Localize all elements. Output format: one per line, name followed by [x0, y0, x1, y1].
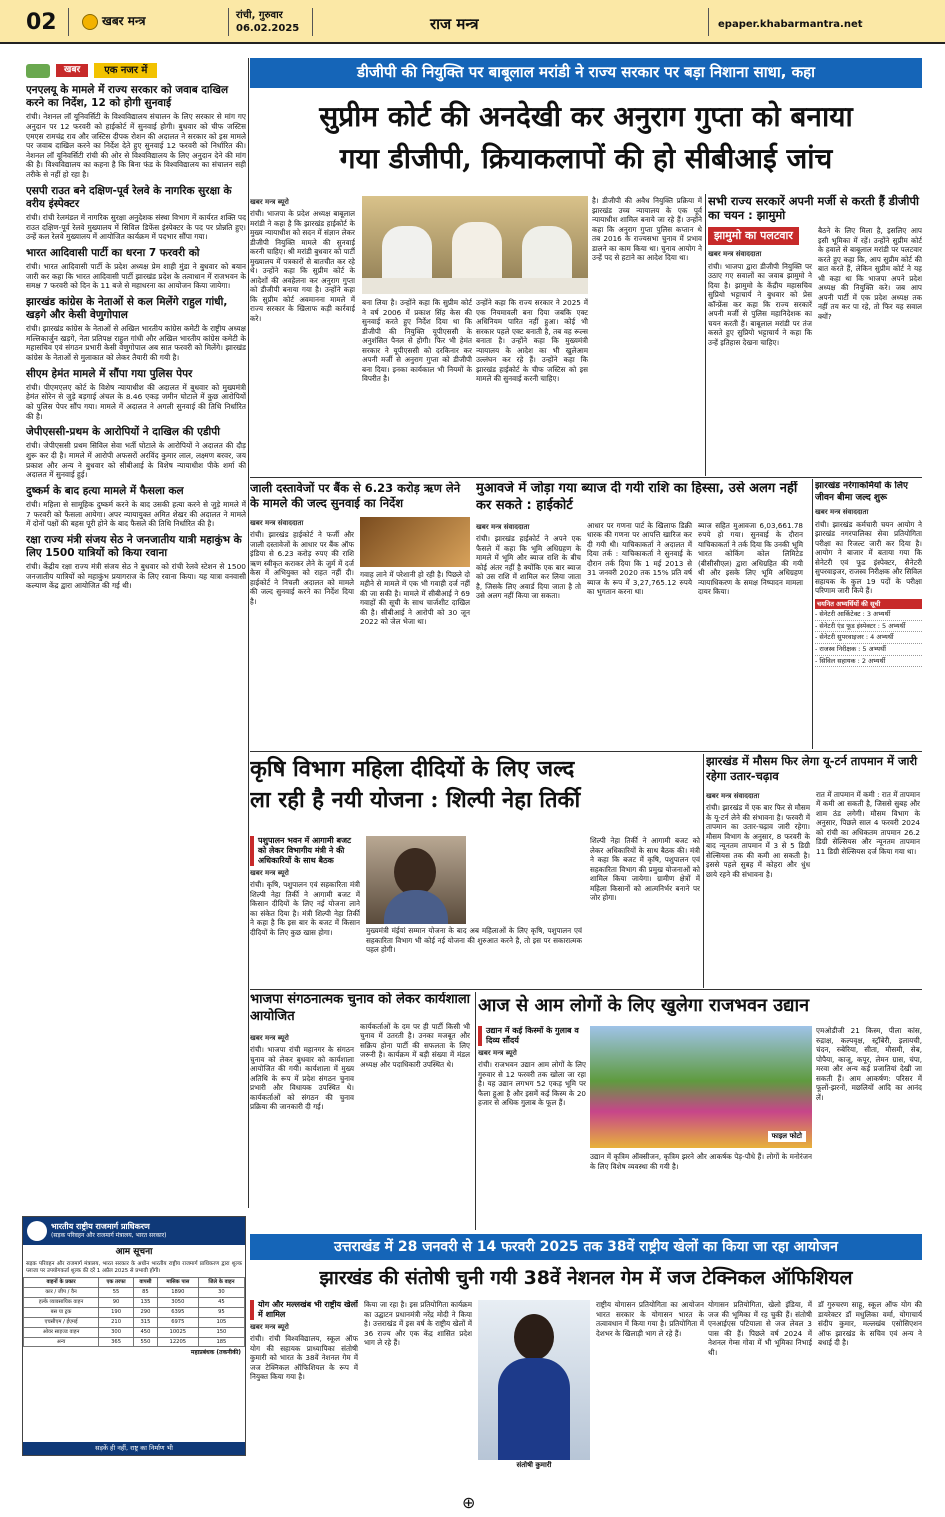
garden-photo: फाइल फोटो: [590, 1026, 812, 1148]
brief-text: रांची। जेपीएससी प्रथम सिविल सेवा भर्ती घोटाले के आरोपियों ने अदालत की दौड़ शुरू कर दी है। मामले में आरोपी अफसरों अरविंद कुमार लाल, लक्ष्मण बरवर, जय प्रकाश और अन्य ने बुधवार को सीबीआई के विशेष न्यायाधीश पीके शर्मा की अदालत में सुनवाई हुई।: [26, 441, 246, 480]
table-header: जिले के वाहन: [198, 1278, 244, 1288]
top-story-col2: बना लिया है। उन्होंने कहा कि सुप्रीम कोर्ट ने वर्ष 2006 में प्रकाश सिंह केस की सुनवाई करते हुए निर्देश दिया था कि डीजीपी की नियुक्ति यूपीएससी के अनुशंसित पैनल से होगी। फिर भी हेमंत सरकार ने यूपीएससी को दरकिनार कर अपनी मर्जी से अनुराग गुप्ता को डीजीपी बना दिया। इनका कार्यकाल भी नियमों के विपरीत है।: [362, 298, 472, 383]
table-cell: बस या ट्रक: [24, 1307, 99, 1317]
press-conference-photo: [362, 196, 588, 294]
gavel-photo: [360, 517, 470, 567]
santoshi-col3: राष्ट्रीय योगासन प्रतियोगिता का आयोजन भारत सरकार के योगासन भारत के तत्वावधान में किया गया है। प्रतियोगिता में देशभर के खिलाड़ी भाग ले रहे हैं।: [596, 1300, 704, 1338]
brief-headline[interactable]: जेपीएससी-प्रथम के आरोपियों ने दाखिल की एडीपी: [26, 426, 220, 439]
santoshi-headline[interactable]: झारखंड की संतोषी चुनी गयी 38वें नेशनल गेम में जज टेक्निकल ऑफिशियल: [319, 1267, 853, 1289]
brief-text: रांची। केंद्रीय रक्षा राज्य मंत्री संजय सेठ ने बुधवार को रांची रेलवे स्टेशन से 1500 जनजातीय यात्रियों को महाकुंभ प्रयागराज के लिए रवाना किया। यह यात्रा वनवासी कल्याण केंद्र द्वारा आयोजित की गई थी।: [26, 562, 246, 591]
top-story-col1: खबर मन्त्र ब्यूरो रांची। भाजपा के प्रदेश अध्यक्ष बाबूलाल मरांडी ने कहा है कि झारखंड हाईकोर्ट के मुख्य न्यायाधीश को सदन में संज्ञान लेकर डीजीपी नियुक्ति मामले की सुनवाई करनी चाहिए। श्री मरांडी बुधवार को पार्टी मुख्यालय में पत्रकारों से बातचीत कर रहे थे। उन्होंने कहा कि सुप्रीम कोर्ट के आदेशों की अवहेलना कर अनुराग गुप्ता को डीजीपी बनाया गया है। उन्होंने कहा कि सुप्रीम कोर्ट अवमानना मामले में राज्य सरकार के खिलाफ कड़ी कार्रवाई करे।: [250, 198, 355, 323]
top-story-banner[interactable]: डीजीपी की नियुक्ति पर बाबूलाल मरांडी ने राज्य सरकार पर बड़ा निशाना साधा, कहा: [250, 58, 922, 88]
brief-text: रांची। भारत आदिवासी पार्टी के प्रदेश अध्यक्ष प्रेम शाही मुंडा ने बुधवार को बयान जारी कर कहा कि भारत आदिवासी पार्टी झारखंड प्रदेश के तत्वाधान में राजभवन के समक्ष 7 फरवरी को दिन के 11 बजे से महाधरना का आयोजन किया जायेगा।: [26, 261, 246, 291]
minister-photo: [366, 836, 466, 924]
table-cell: 95: [198, 1307, 244, 1317]
rajbhavan-headline[interactable]: आज से आम लोगों के लिए खुलेगा राजभवन उद्यान: [478, 995, 810, 1016]
table-row: [24, 1327, 245, 1337]
brief-headline[interactable]: भारत आदिवासी पार्टी का धरना 7 फरवरी को: [26, 246, 200, 259]
briefs-header: खबर एक नजर में: [26, 62, 246, 79]
jmm-story: सभी राज्य सरकारें अपनी मर्जी से करती हैं डीजीपी का चयन : झामुमो झामुमो का पलटवार खबर मन्त्र संवाददाता रांची। भाजपा द्वारा डीजीपी नियुक्ति पर उठाए गए सवालों का जवाब झामुमो ने दिया है। झामुमो के केंद्रीय महासचिव सुप्रियो भट्टाचार्य ने बुधवार को प्रेस कॉन्फ्रेंस कर कहा कि राज्य सरकारें अपनी मर्जी से पुलिस महानिदेशक का चयन करती हैं। बाबूलाल मरांडी पर तंज कसते हुए सुप्रियो भट्टाचार्य ने कहा कि उन्हें इतिहास देखना चाहिए। बैठने के लिए मिला है, इसलिए आप इसी भूमिका में रहें। उन्होंने सुप्रीम कोर्ट के हवाले से बाबूलाल मरांडी पर पलटवार करते हुए कहा कि, आप सुप्रीम कोर्ट की बात करते हैं, लेकिन सुप्रीम कोर्ट ने यह भी कहा था कि भाजपा अपने प्रदेश अध्यक्ष की नियुक्ति करे। जब आप अपनी पार्टी में एक प्रदेश अध्यक्ष तक नहीं तय कर पा रहे, तो फिर यह सवाल क्यों?: [708, 194, 922, 347]
agri-col2: शिल्पी नेहा तिर्की ने आगामी बजट को लेकर अधिकारियों के साथ बैठक की। मंत्री ने कहा कि बजट में कृषि, पशुपालन एवं सहकारिता विभाग की प्रमुख योजनाओं को शामिल किया जायेगा। ग्रामीण क्षेत्रों में महिला किसानों को आत्मनिर्भर बनाने पर जोर होगा।: [590, 836, 700, 902]
national-games-banner[interactable]: उत्तराखंड में 28 जनवरी से 14 फरवरी 2025 तक 38वें राष्ट्रीय खेलों का किया जा रहा आयोजन: [250, 1234, 922, 1260]
list-item: - सिविल सहायक : 2 अभ्यर्थी: [815, 656, 922, 668]
bank-headline[interactable]: जाली दस्तावेजों पर बैंक से 6.23 करोड़ ऋण लेने के मामले की जल्द सुनवाई का निर्देश: [250, 481, 461, 510]
santoshi-col4: योगासन प्रतियोगिता, खेलो इंडिया, में जज की भूमिका में रह चुकी हैं। संतोषी एनआईएस पटियाला से जज लेवल 3 पास की हैं। पिछले वर्ष 2024 में नेशनल गेम्स गोवा में भी भूमिका निभाई थी।: [708, 1300, 812, 1357]
agri-col1: पशुपालन भवन में आगामी बजट को लेकर विभागीय मंत्री ने की अधिकारियों के साथ बैठक खबर मन्त्र ब्यूरो रांची। कृषि, पशुपालन एवं सहकारिता मंत्री शिल्पी नेहा तिर्की ने आगामी बजट में किसान दीदियों के लिए नई योजना लाने का संकेत दिया है। मंत्री शिल्पी नेहा तिर्की ने कहा है कि इस बार के बजट में किसान दीदियों के लिए कुछ खास होगा।: [250, 836, 360, 937]
brief-headline[interactable]: रक्षा राज्य मंत्री संजय सेठ ने जनजातीय यात्री महाकुंभ के लिए 1500 यात्रियों को किया रवाना: [26, 533, 242, 559]
santoshi-caption: संतोषी कुमारी: [516, 1461, 552, 1469]
table-cell: कार / जीप / वैन: [24, 1288, 99, 1298]
table-cell: हल्के व्यावसायिक वाहन: [24, 1298, 99, 1308]
top-story-headline[interactable]: सुप्रीम कोर्ट की अनदेखी कर अनुराग गुप्ता को बनाया गया डीजीपी, क्रियाकलापों की हो सीबीआई जांच: [319, 100, 853, 175]
table-row: [24, 1307, 245, 1317]
santoshi-col2: किया जा रहा है। इस प्रतियोगिता कार्यक्रम का उद्घाटन प्रधानमंत्री नरेंद्र मोदी ने किया है। उत्तराखंड में इस वर्ष के राष्ट्रीय खेलों में 36 राज्य और एक केंद्र शासित प्रदेश भाग ले रहे हैं।: [364, 1300, 472, 1347]
bank-loan-story: जाली दस्तावेजों पर बैंक से 6.23 करोड़ ऋण लेने के मामले की जल्द सुनवाई का निर्देश खबर मन्त्र संवाददाता रांची। झारखंड हाईकोर्ट ने फर्जी और जाली दस्तावेजों के आधार पर बैंक ऑफ इंडिया से 6.23 करोड़ रुपए की राशि ऋण स्वीकृत कराकर लेने के जुर्म में दर्ज केस में अभियुक्त को राहत नहीं दी। हाईकोर्ट ने निचली अदालत को मामले की जल्द सुनवाई करने का निर्देश दिया है। गवाह लाने में परेशानी हो रही है। पिछले दो महीने से मामले में एक भी गवाही दर्ज नहीं की जा सकी है। मामले में सीबीआई ने 69 गवाहों की सूची के साथ चार्जशीट दाखिल की है। सीबीआई ने आरोपी को 30 जून 2022 को जेल भेजा था।: [250, 481, 470, 627]
list-item: - सेनेटरी एंड फूड इंस्पेक्टर : 5 अभ्यर्थी: [815, 621, 922, 633]
jmm-tag: झामुमो का पलटवार: [708, 227, 799, 246]
table-cell: 185: [198, 1337, 244, 1347]
mgnrega-story: झारखंड नरेगाकर्मियों के लिए जीवन बीमा जल्द शुरू खबर मन्त्र संवाददाता रांची। झारखंड कर्मचारी चयन आयोग ने झारखंड नगरपालिका सेवा प्रतियोगिता परीक्षा का रिजल्ट जारी कर दिया है। आयोग ने बाजार में बताया गया कि सेनेटरी एवं फूड इंस्पेक्टर, सैनेटरी सुपरवाइजर, राजस्व निरीक्षक और सिविल सहायक के कुल 19 पदों के परीक्षा परिणाम जारी किये हैं। चयनित अभ्यर्थियों की सूची - सेनेटरी आर्किटेक्ट : 3 अभ्यर्थी - सेनेटरी एंड फूड इंस्पेक्टर : 5 अभ्यर्थी - सेनेटरी सुपरवाइजर : 4 अभ्यर्थी - राजस्व निरीक्षक : 5 अभ्यर्थी - सिविल सहायक : 2 अभ्यर्थी: [815, 481, 922, 749]
brief-headline[interactable]: सीएम हेमंत मामले में सौंपा गया पुलिस पेपर: [26, 367, 193, 380]
table-cell: 85: [134, 1288, 158, 1298]
rajbhavan-col2: उद्यान में कृत्रिम ऑक्सीजन, कृत्रिम झरने और आकर्षक पेड़-पौधे हैं। लोगों के मनोरंजन के लिए विशेष व्यवस्था की गयी है।: [590, 1152, 812, 1171]
bjp-story: भाजपा संगठनात्मक चुनाव को लेकर कार्यशाला आयोजित खबर मन्त्र ब्यूरो रांची। भाजपा रांची महानगर के संगठन चुनाव को लेकर बुधवार को कार्यशाला आयोजित की गयी। कार्यशाला में मुख्य अतिथि के रूप में प्रदेश संगठन चुनाव प्रभारी और विधायक उपस्थित थे। कार्यकर्ताओं को संगठन की चुनाव प्रक्रिया की जानकारी दी गई। कार्यकर्ताओं के दम पर ही पार्टी किसी भी चुनाव में उतरती है। उनका मजबूत और सक्रिय होना पार्टी की सफलता के लिए जरूरी है। कार्यक्रम में बड़ी संख्या में मंडल अध्यक्ष और पदाधिकारी उपस्थित थे।: [250, 992, 470, 1112]
toll-rate-table: [23, 1277, 245, 1347]
table-cell: 90: [99, 1298, 134, 1308]
logo-icon: [82, 14, 98, 30]
table-cell: 45: [198, 1298, 244, 1308]
table-header: वाहनों के प्रकार: [24, 1278, 99, 1288]
weather-story: झारखंड में मौसम फिर लेगा यू-टर्न तापमान में जारी रहेगा उतार-चढ़ाव खबर मन्त्र संवाददाता रांची। झारखंड में एक बार फिर से मौसम के यू-टर्न लेने की संभावना है। फरवरी में तापमान का उतार-चढ़ाव जारी रहेगा। मौसम विभाग के अनुसार, 8 फरवरी के बाद न्यूनतम तापमान में 3 से 5 डिग्री सेल्सियस तक की कमी आ सकती है। इससे पहले सुबह में कोहरा और धुंध छाये रहने की संभावना है। रात में तापमान में कमी : रात में तापमान में कमी आ सकती है, जिससे सुबह और शाम ठंड लगेगी। मौसम विभाग के अनुसार, पिछले साल 4 फरवरी 2024 को रांची का अधिकतम तापमान 26.2 डिग्री सेल्सियस और न्यूनतम तापमान 11 डिग्री सेल्सियस दर्ज किया गया था।: [706, 754, 920, 879]
table-cell: 290: [134, 1307, 158, 1317]
table-cell: 450: [134, 1327, 158, 1337]
brief-text: रांची। पीएमएलए कोर्ट के विशेष न्यायाधीश की अदालत में बुधवार को मुख्यमंत्री हेमंत सोरेन से जुड़े बड़गाई अंचल के 8.46 एकड़ जमीन घोटाले में कुछ आरोपियों को पुलिस पेपर सौंप गया। मामले में अदालत ने अगली सुनवाई की तिथि निर्धारित की है।: [26, 382, 246, 421]
table-cell: 210: [99, 1317, 134, 1327]
interest-headline[interactable]: मुआवजे में जोड़ा गया ब्याज दी गयी राशि का हिस्सा, उसे अलग नहीं कर सकते : हाईकोर्ट: [476, 481, 798, 513]
table-cell: 300: [99, 1327, 134, 1337]
table-header: मासिक पास: [157, 1278, 198, 1288]
table-cell: 365: [99, 1337, 134, 1347]
list-item: - सेनेटरी सुपरवाइजर : 4 अभ्यर्थी: [815, 632, 922, 644]
crosshair-icon: ⊕: [462, 1493, 476, 1512]
table-cell: एचसीएम / ईएमई: [24, 1317, 99, 1327]
brief-headline[interactable]: झारखंड कांग्रेस के नेताओं से कल मिलेंगे राहुल गांधी, खड़गे और केसी वेणुगोपाल: [26, 295, 228, 321]
table-cell: अन्य: [24, 1337, 99, 1347]
table-header: वापसी: [134, 1278, 158, 1288]
table-row: [24, 1337, 245, 1347]
weather-headline[interactable]: झारखंड में मौसम फिर लेगा यू-टर्न तापमान में जारी रहेगा उतार-चढ़ाव: [706, 754, 918, 783]
agri-caption: मुख्यमंत्री मंईयां सम्मान योजना के बाद अब महिलाओं के लिए कृषि, पशुपालन एवं सहकारिता विभाग भी कोई नई योजना की शुरुआत करने है, तो इस पर सकारात्मक पहल होगी।: [366, 926, 582, 954]
print-registration-marks: [0, 1478, 945, 1517]
list-item: - सेनेटरी आर्किटेक्ट : 3 अभ्यर्थी: [815, 609, 922, 621]
table-cell: 550: [134, 1337, 158, 1347]
list-item: - राजस्व निरीक्षक : 5 अभ्यर्थी: [815, 644, 922, 656]
santoshi-photo: [478, 1300, 590, 1460]
rajbhavan-col3: एमओडीजी 21 किस्म, पीला कांस, रुद्राक्ष, कल्पवृक्ष, स्ट्रॉबेरी, इलायची, चंदन, रुबेरिया, सीता, मौसमी, सेब, पोपैया, काजू, कपूर, लेमन ग्रास, चंपा, मरवा और अन्य कई प्रजातियां देखी जा सकती हैं। आम आकर्षण: परिसर में फूलों-झरनों, मछलियों आदि का आनंद लें।: [816, 1026, 922, 1102]
top-story-col4: है। डीजीपी की अवैध नियुक्ति प्रक्रिया में झारखंड उच्च न्यायालय के एक पूर्व न्यायाधीश शामिल बनाये जा रहे हैं। उन्होंने कहा कि अनुराग गुप्ता पुलिस कप्तान थे तब 2016 के राज्यसभा चुनाव में प्रभाव डालने का काम किया था। चुनाव आयोग ने उन्हें पद से हटाने का आदेश दिया था।: [592, 196, 702, 262]
table-header: एक तरफा: [99, 1278, 134, 1288]
page-number: 02: [26, 10, 57, 35]
brief-headline[interactable]: दुष्कर्म के बाद हत्या मामले में फैसला कल: [26, 484, 184, 497]
interest-story: मुआवजे में जोड़ा गया ब्याज दी गयी राशि का हिस्सा, उसे अलग नहीं कर सकते : हाईकोर्ट खबर मन्त्र संवाददाता रांची। झारखंड हाईकोर्ट ने अपने एक फैसले में कहा कि भूमि अधिग्रहण के मामले में भूमि और ब्याज राशि के बीच कोई अंतर नहीं है क्योंकि एक बार ब्याज को उस राशि में शामिल कर लिया जाता है, जिसके लिए अवार्ड दिया जाता है तो उसे अलग नहीं किया जा सकता। आधार पर गणना पार्ट के खिलाफ डिक्री धारक की गणना पर आपत्ति खारिज कर दी गयी थी। याचिकाकर्ता ने अदालत में दिया तर्क : याचिकाकर्ता ने सुनवाई के दौरान तर्क दिया कि 1 मई 2013 से 31 जनवरी 2020 तक 15% प्रति वर्ष ब्याज के रूप में 3,27,765.12 रुपये का भुगतान करना था। ब्याज सहित मुआवजा 6,03,661.78 रुपये हो गया। सुनवाई के दौरान याचिकाकर्ता ने तर्क दिया कि उनकी भूमि भारत कोकिंग कोल लिमिटेड (बीसीसीएल) द्वारा अधिग्रहित की गयी थी और इसके लिए भूमि अधिग्रहण न्यायाधिकरण के समक्ष निष्पादन मामला दायर किया।: [476, 481, 810, 749]
brief-headline[interactable]: एसपी राउत बने दक्षिण-पूर्व रेलवे के नागरिक सुरक्षा के वरीय इंस्पेक्टर: [26, 184, 232, 210]
table-row: [24, 1317, 245, 1327]
table-cell: 105: [198, 1317, 244, 1327]
brief-text: रांची। झारखंड कांग्रेस के नेताओं से अखिल भारतीय कांग्रेस कमेटी के राष्ट्रीय अध्यक्ष मल्लिकार्जुन खड़गे, नेता प्रतिपक्ष राहुल गांधी और अखिल भारतीय कांग्रेस कमेटी के महासचिव एवं संगठन प्रभारी केसी वेणुगोपाल अब सात फरवरी को मिलेंगे। झारखंड कांग्रेस के नेताओं से मुलाकात को लेकर तैयारी की गयी है।: [26, 324, 246, 362]
brief-text: रांची। रांची रेलमंडल में नागरिक सुरक्षा अनुदेशक संस्था विभाग में कार्यरत शक्ति पद राउत दक्षिण-पूर्व रेलवे मुख्यालय में सिविल डिफेंस इंस्पेक्टर के पद पर प्रोन्नति हुए। उन्हें कल रेलवे मुख्यालय में आयोजित कार्यक्रम में पदभार सौंपा गया।: [26, 212, 246, 242]
emblem-icon: [27, 1221, 47, 1241]
column-divider: [248, 58, 249, 1208]
bjp-headline[interactable]: भाजपा संगठनात्मक चुनाव को लेकर कार्यशाला आयोजित: [250, 992, 470, 1024]
table-cell: 190: [99, 1307, 134, 1317]
table-row: [24, 1298, 245, 1308]
table-cell: 12205: [157, 1337, 198, 1347]
page-header: [0, 0, 945, 44]
section-title: राज मन्त्र: [430, 15, 479, 33]
table-cell: 150: [198, 1327, 244, 1337]
table-cell: 315: [134, 1317, 158, 1327]
table-cell: 3050: [157, 1298, 198, 1308]
santoshi-col1: योग और मल्लखंब भी राष्ट्रीय खेलों में शामिल खबर मन्त्र ब्यूरो रांची। रांची विश्वविद्यालय, स्कूल ऑफ योग की सहायक प्राध्यापिका संतोषी कुमारी को भारत के 38वें नेशनल गेम में जज टेक्निकल ऑफिशियल के रूप में नियुक्त किया गया है।: [250, 1300, 358, 1382]
epaper-url[interactable]: epaper.khabarmantra.net: [718, 19, 863, 30]
table-row: [24, 1288, 245, 1298]
table-cell: 1890: [157, 1288, 198, 1298]
brief-text: रांची। नेशनल लॉ यूनिवर्सिटी के विश्वविद्यालय संचालन के लिए सरकार से मांग गए अनुदान पर 12 फरवरी को हाईकोर्ट में सुनवाई होगी। बुधवार को चीफ जस्टिस एमएस रामचंद्र राव और जस्टिस दीपक रोशन की अदालत ने सरकार को इस मामले पर जवाब दाखिल करने का निर्देश देते हुए सुनवाई 12 फरवरी को निर्धारित की। नेशनल लॉ यूनिवर्सिटी रांची की ओर से विश्वविद्यालय के लिए अनुदान देने की मांग की है। विश्वविद्यालय का कहना है कि बिना फंड के विश्वविद्यालय का संचालन सही तरीके से नहीं हो रहा है।: [26, 112, 246, 179]
masthead-logo[interactable]: खबर मन्त्र: [82, 14, 145, 30]
top-story-col3: उन्होंने कहा कि राज्य सरकार ने 2025 में एक नियमावली बना दिया जबकि एक्ट अधिनियम पारित नहीं हुआ। कोई भी सरकार पहले एक्ट बनाती है, तब वह रूल्स बनाता है। उन्होंने कहा कि मुख्यमंत्री न्यायालय के आदेश का भी खुलेआम उल्लंघन कर रहे हैं। उन्होंने कहा कि झारखंड हाईकोर्ट के चीफ जस्टिस को इस मामले की सुनवाई करनी चाहिए।: [476, 298, 588, 383]
santoshi-col5: डॉ गुरुचरण साहू, स्कूल ऑफ योग की डायरेक्टर डॉ मधुलिका वर्मा, योगाचार्य संदीप कुमार, मल्लखंब एसोसिएशन ऑफ झारखंड के सचिव एवं अन्य ने बधाई दी है।: [818, 1300, 922, 1347]
nhai-notice-ad[interactable]: भारतीय राष्ट्रीय राजमार्ग प्राधिकरण (सड़क परिवहन और राजमार्ग मंत्रालय, भारत सरकार) आम सूचना सड़क परिवहन और राजमार्ग मंत्रालय, भारत सरकार के अधीन भारतीय राष्ट्रीय राजमार्ग प्राधिकरण द्वारा शुल्क प्लाजा पर उपयोगकर्ता शुल्क की दरें 1 अप्रैल 2025 से प्रभावी होंगी। वाहनों के प्रकार एक तरफा वापसी मासिक पास जिले के वाहन कार / जीप / वैन 55 85 1890 30 हल्के व्यावसायिक वाहन 90 135 3050 45 बस या ट्रक 190 290 6395 95 एचसीएम / ईएमई 210 315 6975 105 ओवर साइज्ड वाहन 300 450 10025 150 अन्य 365 550 12205 185 महाप्रबंधक (तकनीकी) सड़कें ही नहीं, राष्ट्र का निर्माण भी: [22, 1216, 246, 1456]
news-briefs-column: [26, 62, 246, 902]
globe-icon: [26, 64, 50, 78]
table-cell: 30: [198, 1288, 244, 1298]
date-block: रांची, गुरुवार 06.02.2025: [236, 10, 300, 34]
table-cell: 6975: [157, 1317, 198, 1327]
brief-text: रांची। महिला से सामूहिक दुष्कर्म करने के बाद उसकी हत्या करने से जुड़े मामले में 7 फरवरी को फैसला आयेगा। अपर न्यायायुक्त अमित शेखर की अदालत ने मामले में दोनों पक्षों की बहस पूरी होने के बाद फैसले की तिथि निर्धारित की है।: [26, 499, 246, 529]
table-cell: 135: [134, 1298, 158, 1308]
table-cell: 6395: [157, 1307, 198, 1317]
brief-headline[interactable]: एनएलयू के मामले में राज्य सरकार को जवाब दाखिल करने का निर्देश, 12 को होगी सुनवाई: [26, 84, 229, 110]
table-cell: 10025: [157, 1327, 198, 1337]
rajbhavan-col1: उद्यान में कई किस्मों के गुलाब व दिव्य सौंदर्य खबर मन्त्र ब्यूरो रांची। राजभवन उद्यान आम लोगों के लिए गुरुवार से 12 फरवरी तक खोला जा रहा है। यह उद्यान लगभग 52 एकड़ भूमि पर फैला हुआ है और इसमें कई किस्म के 20 हजार से अधिक गुलाब के फूल हैं।: [478, 1026, 586, 1108]
table-cell: 55: [99, 1288, 134, 1298]
table-cell: ओवर साइज्ड वाहन: [24, 1327, 99, 1337]
agri-headline[interactable]: कृषि विभाग महिला दीदियों के लिए जल्द ला रही है नयी योजना : शिल्पी नेहा तिर्की: [250, 756, 581, 813]
jmm-headline[interactable]: सभी राज्य सरकारें अपनी मर्जी से करती हैं डीजीपी का चयन : झामुमो: [708, 194, 919, 223]
